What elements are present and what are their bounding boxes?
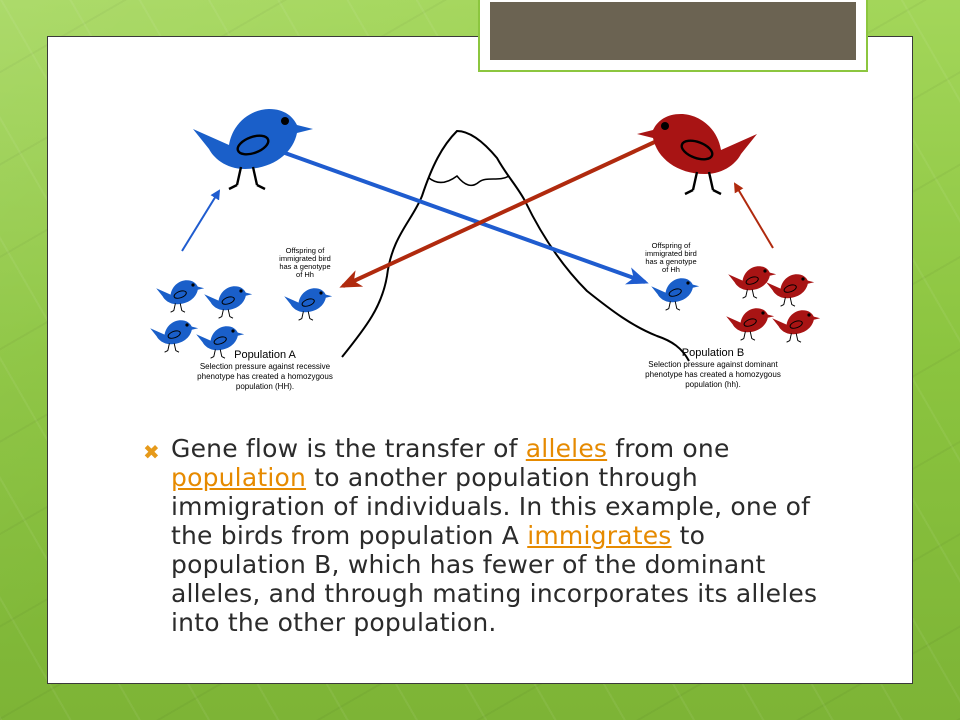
immigrates-link[interactable]: immigrates (527, 521, 672, 550)
population-a-caption-1: Selection pressure against recessive (199, 362, 331, 371)
population-b-caption-2: phenotype has created a homozygous (645, 370, 781, 379)
parent-bird-a (193, 109, 313, 189)
population-a-birds (150, 280, 332, 358)
population-a-title: Population A (234, 349, 296, 361)
body-paragraph (171, 434, 843, 637)
offspring-b-line4: of Hh (662, 265, 680, 274)
population-b-caption-1: Selection pressure against dominant (648, 360, 778, 369)
population-b-title: Population B (681, 347, 745, 359)
offspring-a-line2: immigrated bird (279, 254, 331, 263)
population-b-caption (645, 347, 781, 389)
gene-flow-diagram (47, 36, 913, 406)
population-a-caption (197, 349, 333, 391)
body-text-block (143, 434, 843, 637)
body-text-3: to another population through immigration of individuals. In this example, one of the birds from population A (171, 463, 811, 550)
offspring-a-line1: Offspring of (285, 246, 325, 255)
selection-arrow-blue (182, 191, 219, 251)
offspring-b-line2: immigrated bird (645, 249, 697, 258)
migration-arrow-red (343, 140, 659, 286)
population-a-caption-3: population (HH). (235, 382, 295, 391)
mountain-snowline (429, 176, 509, 185)
population-b-birds (726, 266, 820, 342)
offspring-a-line3: has a genotype (279, 262, 331, 271)
population-b-caption-3: population (hh). (685, 380, 741, 389)
offspring-b-line1: Offspring of (651, 241, 691, 250)
offspring-a-line4: of Hh (296, 270, 314, 279)
mountain-outline (342, 131, 689, 361)
parent-bird-b (637, 114, 757, 194)
offspring-label-a (279, 246, 331, 279)
bullet-icon: ✖ (143, 440, 160, 464)
population-a-caption-2: phenotype has created a homozygous (197, 372, 333, 381)
population-link[interactable]: population (171, 463, 307, 492)
body-text-4: to population B, which has fewer of the dominant alleles, and through mating incorporates its alleles into the other population. (171, 521, 818, 637)
body-text-1: Gene flow is the transfer of (171, 434, 526, 463)
offspring-label-b (645, 241, 697, 274)
body-text-2: from one (607, 434, 730, 463)
offspring-bird-b (651, 278, 699, 310)
offspring-b-line3: has a genotype (645, 257, 697, 266)
alleles-link[interactable]: alleles (525, 434, 608, 463)
selection-arrow-red (735, 184, 773, 248)
